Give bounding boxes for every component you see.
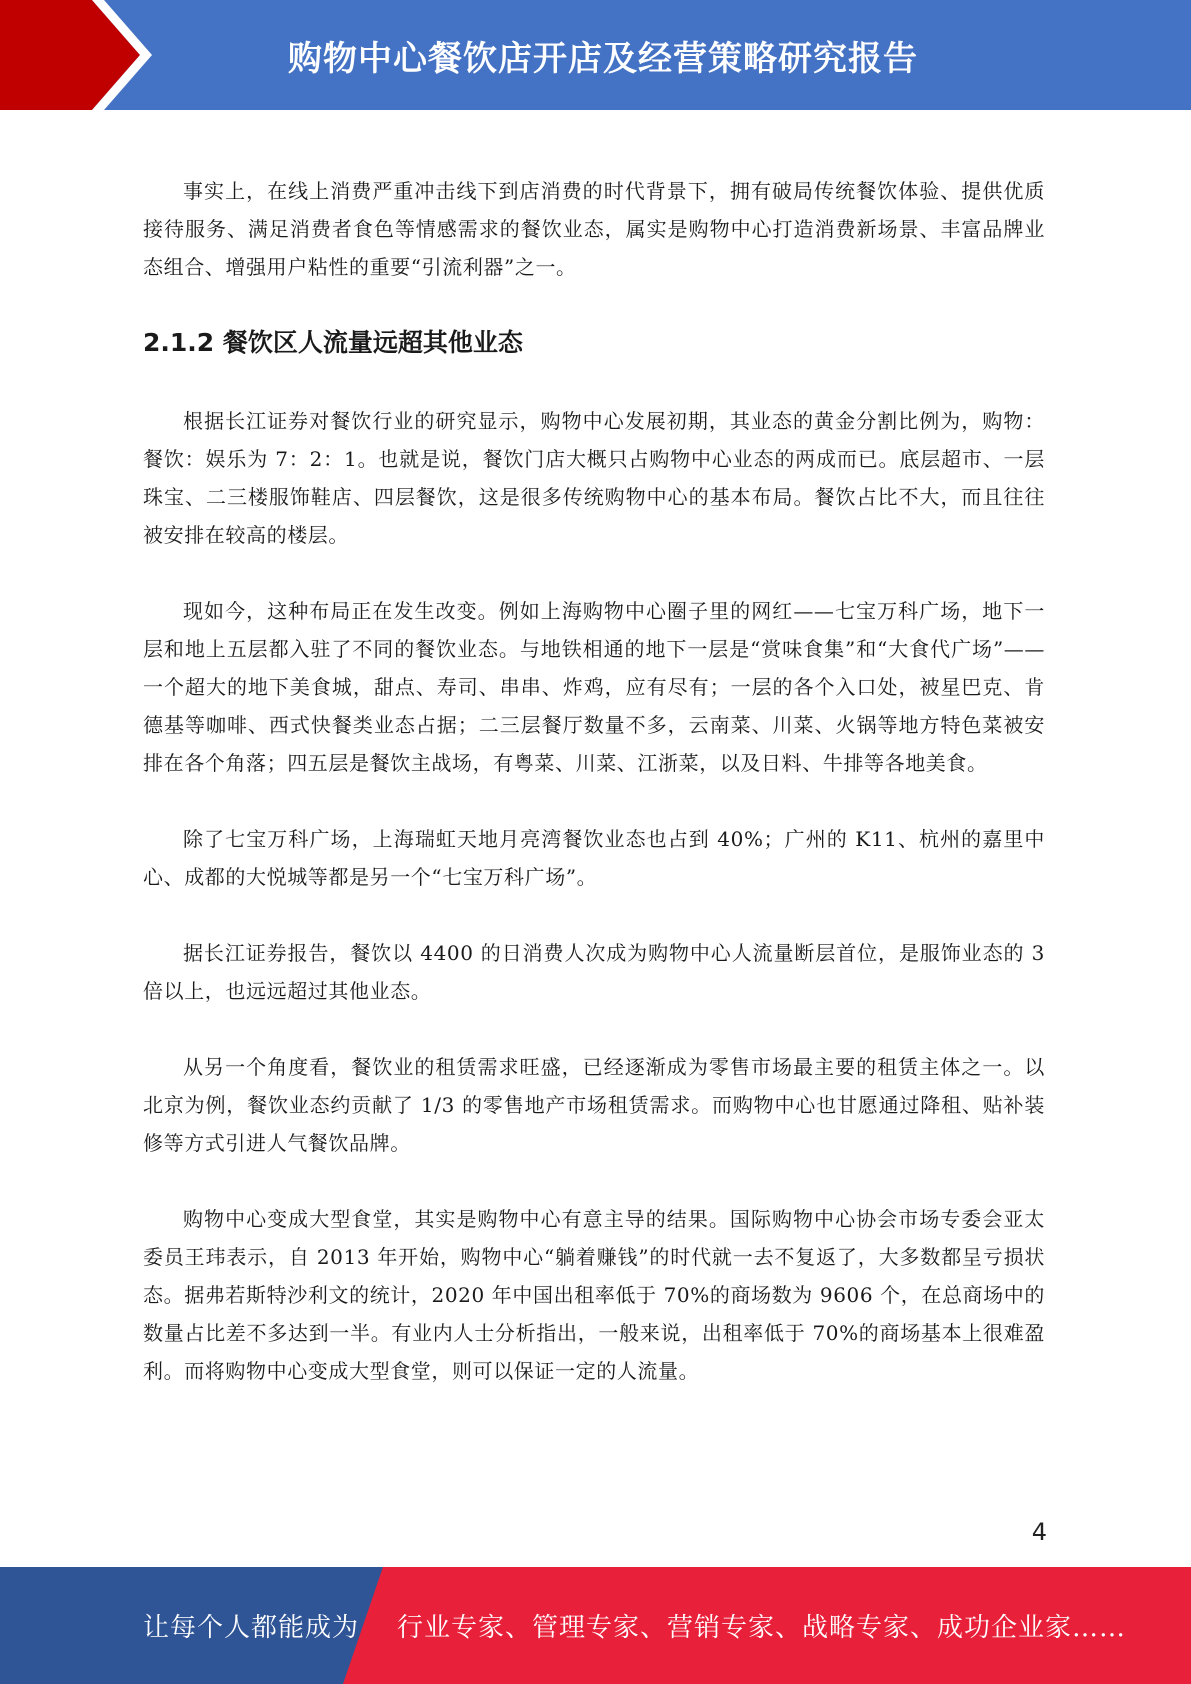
footer-slogan-left: 让每个人都能成为 (143, 1613, 360, 1643)
paragraph-qibao-layout: 现如今，这种布局正在发生改变。例如上海购物中心圈子里的网红——七宝万科广场，地下一层和地上五层都入驻了不同的餐饮业态。与地铁相通的地下一层是“赏味食集”和“大食代广场”——一个超大的地下美食城，甜点、寿司、串串、炸鸡，应有尽有；一层的各个入口处，被星巴克、肯德基等咖啡、西式快餐类业态占据；二三层餐厅数量不多，云南菜、川菜、火锅等地方特色菜被安排在各个角落；四五层是餐饮主战场，有粤菜、川菜、江浙菜，以及日料、牛排等各地美食。 (143, 599, 1045, 775)
paragraph-spacer (143, 1162, 1045, 1200)
paragraph-leasing-demand: 从另一个角度看，餐饮业的租赁需求旺盛，已经逐渐成为零售市场最主要的租赁主体之一。以北京为例，餐饮业态约贡献了 1/3 的零售地产市场租赁需求。而购物中心也甘愿通过降租、贴补装修等方式引进人气餐饮品牌。 (143, 1055, 1045, 1155)
paragraph-golden-ratio: 根据长江证券对餐饮行业的研究显示，购物中心发展初期，其业态的黄金分割比例为，购物：餐饮：娱乐为 7：2：1。也就是说，餐饮门店大概只占购物中心业态的两成而已。底层超市、一层珠宝、二三楼服饰鞋店、四层餐饮，这是很多传统购物中心的基本布局。餐饮占比不大，而且往往被安排在较高的楼层。 (143, 409, 1045, 547)
paragraph-spacer (143, 554, 1045, 592)
paragraph-intro: 事实上，在线上消费严重冲击线下到店消费的时代背景下，拥有破局传统餐饮体验、提供优质接待服务、满足消费者食色等情感需求的餐饮业态，属实是购物中心打造消费新场景、丰富品牌业态组合、增强用户粘性的重要“引流利器”之一。 (143, 179, 1045, 279)
paragraph-canteen-strategy: 购物中心变成大型食堂，其实是购物中心有意主导的结果。国际购物中心协会市场专委会亚太委员王玮表示，自 2013 年开始，购物中心“躺着赚钱”的时代就一去不复返了，大多数都呈亏损状态。据弗若斯特沙利文的统计，2020 年中国出租率低于 70%的商场数为 9606 个，在总商场中的数量占比差不多达到一半。有业内人士分析指出，一般来说，出租率低于 70%的商场基本上很难盈利。而将购物中心变成大型食堂，则可以保证一定的人流量。 (143, 1207, 1045, 1383)
page-footer (0, 1567, 1191, 1684)
paragraph-spacer (143, 1010, 1045, 1048)
paragraph-spacer (143, 782, 1045, 820)
page-header (0, 0, 1191, 110)
paragraph-spacer (143, 896, 1045, 934)
paragraph-spacer (143, 286, 1045, 324)
report-title: 购物中心餐饮店开店及经营策略研究报告 (288, 38, 918, 79)
section-heading: 2.1.2 餐饮区人流量远超其他业态 (143, 328, 523, 357)
document-body (143, 172, 1045, 1390)
page-number: 4 (1031, 1518, 1047, 1546)
paragraph-foot-traffic: 据长江证券报告，餐饮以 4400 的日消费人次成为购物中心人流量断层首位，是服饰业态的 3 倍以上，也远远超过其他业态。 (143, 941, 1045, 1003)
paragraph-other-malls: 除了七宝万科广场，上海瑞虹天地月亮湾餐饮业态也占到 40%；广州的 K11、杭州的嘉里中心、成都的大悦城等都是另一个“七宝万科广场”。 (143, 827, 1045, 889)
footer-slogan-right: 行业专家、管理专家、营销专家、战略专家、成功企业家…… (397, 1613, 1127, 1643)
